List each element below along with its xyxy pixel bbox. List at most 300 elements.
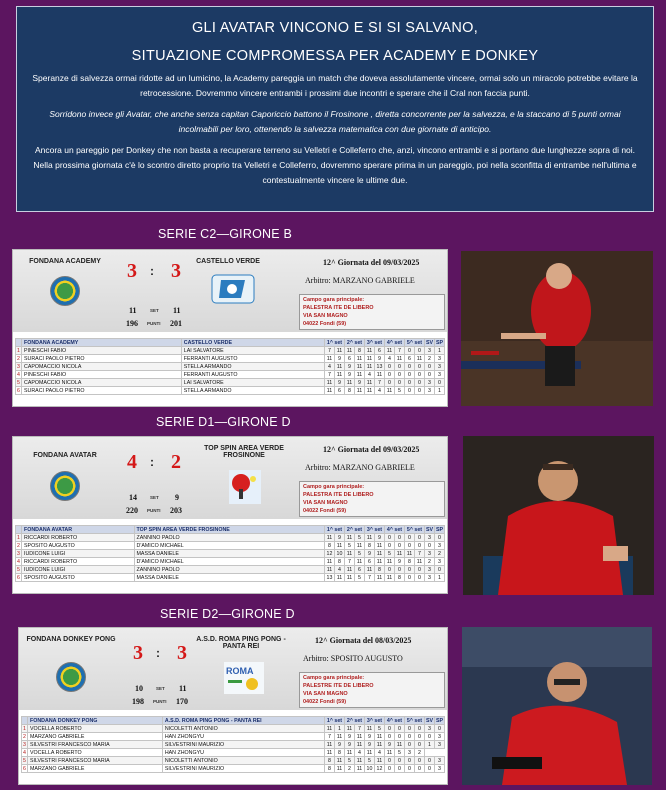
table-cell: 0 <box>405 347 415 355</box>
table-cell: 5 <box>355 550 365 558</box>
table-cell: 6 <box>375 347 385 355</box>
table-cell: MASSA DANIELE <box>134 574 324 582</box>
table-cell: 6 <box>335 387 345 395</box>
table-cell: 11 <box>355 741 365 749</box>
table-cell: 11 <box>335 363 345 371</box>
home-points: 196 <box>126 319 138 328</box>
table-cell: 11 <box>325 566 335 574</box>
table-cell: 0 <box>425 542 435 550</box>
table-cell: 6 <box>23 765 26 772</box>
home-team-logo <box>50 471 80 501</box>
table-cell: 0 <box>385 765 395 773</box>
referee: Arbitro: SPOSITO AUGUSTO <box>303 654 403 663</box>
venue-box <box>299 294 445 330</box>
table-cell: 5 <box>355 534 365 542</box>
table-header-cell: FONDANA ACADEMY <box>22 339 182 347</box>
home-team-logo <box>56 662 86 692</box>
table-cell: 9 <box>345 371 355 379</box>
set-label: SET <box>156 686 165 691</box>
table-cell: 11 <box>365 379 375 387</box>
table-cell: STELLA ARMANDO <box>181 363 324 371</box>
player-photo-c2 <box>461 251 653 406</box>
table-cell: 1 <box>435 347 445 355</box>
table-cell: SPOSITO AUGUSTO <box>22 542 135 550</box>
headline-line-1: GLI AVATAR VINCONO E SI SI SALVANO, <box>191 20 479 36</box>
results-table <box>15 338 445 395</box>
table-row <box>16 534 445 542</box>
points-label: PUNTI <box>147 508 161 513</box>
match-card-d1 <box>12 436 448 594</box>
venue-street: VIA SAN MAGNO <box>303 500 348 506</box>
table-row <box>16 371 445 379</box>
score-separator: : <box>156 646 160 660</box>
table-cell: 11 <box>365 749 375 757</box>
venue-box <box>299 672 445 708</box>
table-header-cell: 4^ set <box>385 717 405 725</box>
table-cell: 7 <box>345 558 355 566</box>
table-cell: 11 <box>325 387 335 395</box>
table-cell: 3 <box>425 550 435 558</box>
table-cell: 11 <box>405 550 415 558</box>
table-cell: 8 <box>395 574 405 582</box>
table-cell: SURACI PAOLO PIETRO <box>22 387 182 395</box>
table-cell: MARZANO GABRIELE <box>28 733 163 741</box>
table-row <box>22 749 445 757</box>
venue-label: Campo gara principale: <box>303 484 365 490</box>
table-cell: 0 <box>415 574 425 582</box>
table-cell: 8 <box>335 749 345 757</box>
table-cell: 0 <box>385 542 395 550</box>
table-cell: 0 <box>415 566 425 574</box>
table-cell: VOCELLA ROBERTO <box>28 725 163 733</box>
set-label: SET <box>150 495 159 500</box>
venue-city: 04022 Fondi (59) <box>303 508 347 514</box>
table-header-cell: 2^ set <box>345 526 365 534</box>
table-header-cell: FONDANA AVATAR <box>22 526 135 534</box>
table-cell: 0 <box>395 534 405 542</box>
table-cell: 0 <box>425 765 435 773</box>
table-cell: 12 <box>325 550 335 558</box>
table-cell: 3 <box>435 371 445 379</box>
serie-title-d1: SERIE D1—GIRONE D <box>156 415 291 429</box>
table-cell: 11 <box>415 558 425 566</box>
table-cell: 12 <box>375 765 385 773</box>
table-cell: 11 <box>345 725 355 733</box>
table-row <box>22 741 445 749</box>
table-cell: 10 <box>365 765 375 773</box>
table-cell: IUDICONE LUIGI <box>22 550 135 558</box>
table-cell: 0 <box>425 757 435 765</box>
table-cell: 11 <box>355 387 365 395</box>
table-cell: 11 <box>335 765 345 773</box>
set-label: SET <box>150 308 159 313</box>
round-date: 12^ Giornata del 08/03/2025 <box>315 636 412 645</box>
table-cell: 0 <box>395 733 405 741</box>
table-cell: 3 <box>435 733 445 741</box>
headline-line-2: SITUAZIONE COMPROMESSA PER ACADEMY E DONKEY <box>131 48 539 64</box>
table-cell: 0 <box>435 566 445 574</box>
table-cell: 0 <box>415 387 425 395</box>
away-score: 3 <box>177 642 187 664</box>
table-cell: 9 <box>335 355 345 363</box>
table-cell: 9 <box>385 741 395 749</box>
table-cell: 10 <box>335 550 345 558</box>
table-cell: 0 <box>385 733 395 741</box>
table-cell: 11 <box>325 558 335 566</box>
table-cell: 11 <box>385 387 395 395</box>
table-cell: STELLA ARMANDO <box>181 387 324 395</box>
table-row <box>16 558 445 566</box>
table-cell: 11 <box>325 534 335 542</box>
venue-label: Campo gara principale: <box>303 297 365 303</box>
away-score: 2 <box>171 451 181 473</box>
table-cell: 0 <box>425 371 435 379</box>
table-cell: 0 <box>405 741 415 749</box>
table-cell: 11 <box>355 765 365 773</box>
table-cell: 8 <box>405 558 415 566</box>
table-cell: 3 <box>435 363 445 371</box>
table-cell: 0 <box>385 566 395 574</box>
table-cell: 11 <box>365 534 375 542</box>
table-cell: 11 <box>355 558 365 566</box>
table-cell: 0 <box>405 542 415 550</box>
table-cell: 5 <box>395 749 405 757</box>
table-cell: 3 <box>435 741 445 749</box>
table-cell: 5 <box>17 566 20 573</box>
table-cell: 0 <box>425 363 435 371</box>
table-cell: 0 <box>405 757 415 765</box>
table-cell: 3 <box>435 355 445 363</box>
table-cell: 2 <box>345 765 355 773</box>
table-cell: 0 <box>405 371 415 379</box>
table-cell: 7 <box>395 347 405 355</box>
table-cell: 0 <box>385 371 395 379</box>
table-cell: 0 <box>385 757 395 765</box>
table-cell: 0 <box>385 379 395 387</box>
table-cell: 9 <box>365 741 375 749</box>
table-cell: 0 <box>395 725 405 733</box>
table-cell: MARZANO GABRIELE <box>28 765 163 773</box>
table-cell: 0 <box>385 725 395 733</box>
points-label: PUNTI <box>147 321 161 326</box>
table-cell: 0 <box>415 741 425 749</box>
table-cell: 1 <box>17 347 20 354</box>
table-cell: 3 <box>425 347 435 355</box>
away-team-name: CASTELLO VERDE <box>196 258 260 265</box>
table-cell: 11 <box>325 355 335 363</box>
table-cell: 0 <box>425 733 435 741</box>
table-cell: 9 <box>335 379 345 387</box>
table-cell: 11 <box>345 749 355 757</box>
table-header-cell: 2^ set <box>345 339 365 347</box>
table-cell: 0 <box>395 566 405 574</box>
away-team-logo <box>222 660 266 690</box>
table-row <box>22 757 445 765</box>
table-cell: 0 <box>415 757 425 765</box>
table-header-cell: 1^ set <box>325 339 345 347</box>
table-cell: 0 <box>435 379 445 387</box>
table-cell: 1 <box>335 725 345 733</box>
table-cell: 11 <box>375 542 385 550</box>
match-card-d2 <box>18 627 448 785</box>
table-cell: 3 <box>425 566 435 574</box>
table-cell: 7 <box>365 574 375 582</box>
table-cell: 0 <box>435 534 445 542</box>
table-row <box>16 355 445 363</box>
table-cell: 0 <box>395 371 405 379</box>
table-cell: 4 <box>23 749 26 756</box>
table-cell: 0 <box>415 347 425 355</box>
table-cell: 11 <box>325 725 335 733</box>
table-cell: 6 <box>355 566 365 574</box>
table-cell: D'AMICO MICHAEL <box>134 558 324 566</box>
table-header-cell: TOP SPIN AREA VERDE FROSINONE <box>134 526 324 534</box>
table-cell: 0 <box>415 733 425 741</box>
table-cell: CAPOMACCIO NICOLA <box>22 379 182 387</box>
table-cell: 0 <box>415 765 425 773</box>
table-cell: 11 <box>375 733 385 741</box>
table-cell: 1 <box>17 534 20 541</box>
table-header-cell: SP <box>435 717 444 724</box>
table-cell: SILVESTRI FRANCESCO MARIA <box>28 741 163 749</box>
table-cell: 11 <box>375 558 385 566</box>
table-cell: 11 <box>345 347 355 355</box>
table-cell: 1 <box>435 387 445 395</box>
table-cell: 2 <box>23 733 26 740</box>
table-cell: 9 <box>335 741 345 749</box>
table-row <box>16 542 445 550</box>
table-cell: 8 <box>375 566 385 574</box>
venue-name: PALESTRA ITE DE LIBERO <box>303 305 374 311</box>
venue-name: PALESTRA ITE DE LIBERO <box>303 492 374 498</box>
table-cell: 0 <box>405 387 415 395</box>
away-team-name: TOP SPIN AREA VERDE FROSINONE <box>204 445 284 459</box>
table-header-cell: 4^ set <box>385 526 405 534</box>
table-cell: 11 <box>335 757 345 765</box>
table-cell: 8 <box>325 765 335 773</box>
table-cell: 2 <box>415 749 425 757</box>
table-cell: LAI SALVATORE <box>181 379 324 387</box>
table-cell: 4 <box>325 363 335 371</box>
away-sets: 11 <box>179 684 187 693</box>
table-cell: 5 <box>395 387 405 395</box>
table-cell: 9 <box>345 363 355 371</box>
results-table <box>15 525 445 582</box>
table-cell: CAPOMACCIO NICOLA <box>22 363 182 371</box>
table-cell: 6 <box>345 355 355 363</box>
table-cell: 11 <box>345 534 355 542</box>
article-header <box>16 6 654 212</box>
table-cell: 3 <box>435 757 445 765</box>
table-cell: 11 <box>335 542 345 550</box>
table-cell: SILVESTRINI MAURIZIO <box>162 741 324 749</box>
table-cell: 8 <box>365 542 375 550</box>
table-cell: FERRANTI AUGUSTO <box>181 371 324 379</box>
table-row <box>22 725 445 733</box>
table-cell: LAI SALVATORE <box>181 347 324 355</box>
table-cell: 0 <box>405 765 415 773</box>
table-cell: 11 <box>325 379 335 387</box>
table-cell: 8 <box>355 347 365 355</box>
table-cell: 7 <box>325 371 335 379</box>
table-cell: SILVESTRI FRANCESCO MARIA <box>28 757 163 765</box>
table-cell: 11 <box>335 347 345 355</box>
table-cell: 9 <box>335 534 345 542</box>
paragraph-academy: Speranze di salvezza ormai ridotte ad un lumicino, la Academy pareggia un match che doveva assolutamente vincere, ormai solo un miracolo potrebbe evitare la retrocessione. Dovremmo vincere entrambi i prossimi due incontri e sperare che il Cral non faccia punti. <box>32 73 638 98</box>
table-cell: 0 <box>395 765 405 773</box>
venue-city: 04022 Fondi (59) <box>303 321 347 327</box>
table-cell: 5 <box>355 574 365 582</box>
home-points: 198 <box>132 697 144 706</box>
table-cell: 0 <box>405 733 415 741</box>
table-cell: 11 <box>335 574 345 582</box>
table-cell: 9 <box>355 379 365 387</box>
venue-label: Campo gara principale: <box>303 675 365 681</box>
away-team-logo <box>223 469 267 499</box>
table-header-cell: 1^ set <box>325 717 345 725</box>
table-cell: 11 <box>395 355 405 363</box>
table-cell: 0 <box>405 574 415 582</box>
venue-name: PALESTRE ITE DE LIBERO <box>303 683 374 689</box>
table-row <box>22 733 445 741</box>
venue-street: VIA SAN MAGNO <box>303 691 348 697</box>
score-separator: : <box>150 455 154 469</box>
table-header-cell: 1^ set <box>325 526 345 534</box>
table-cell: 11 <box>415 355 425 363</box>
table-cell: 0 <box>415 534 425 542</box>
table-header-cell: 5^ set <box>405 717 425 725</box>
table-cell: 2 <box>425 355 435 363</box>
paragraph-donkey: Ancora un pareggio per Donkey che non basta a recuperare terreno su Velletri e Colleferro che, anzi, vincono entrambi e si portano due lunghezze sopra di noi. Nella prossima giornata c'è lo scontro diretto proprio tra Velletri e Colleferro, dovremmo sperare prima in un pareggio, poi nella sconfitta di entrambe nell'ultima e contestualmente vincere le ultime due. <box>33 145 637 185</box>
venue-street: VIA SAN MAGNO <box>303 313 348 319</box>
table-cell: 0 <box>415 725 425 733</box>
table-cell: 3 <box>425 534 435 542</box>
table-cell: 11 <box>395 741 405 749</box>
table-cell: 0 <box>385 363 395 371</box>
table-cell: 4 <box>375 749 385 757</box>
results-table <box>21 716 445 773</box>
away-points: 203 <box>170 506 182 515</box>
table-cell: 0 <box>405 534 415 542</box>
table-cell: 2 <box>17 355 20 362</box>
svg-text:ROMA: ROMA <box>226 666 254 676</box>
table-cell: 0 <box>405 566 415 574</box>
table-cell: D'AMICO MICHAEL <box>134 542 324 550</box>
table-cell: 3 <box>435 765 445 773</box>
table-cell: 3 <box>435 558 445 566</box>
table-cell: SURACI PAOLO PIETRO <box>22 355 182 363</box>
table-cell: 13 <box>325 574 335 582</box>
table-cell: 0 <box>395 542 405 550</box>
table-row <box>22 765 445 773</box>
table-cell: 11 <box>355 363 365 371</box>
table-cell: 11 <box>325 749 335 757</box>
table-cell: 4 <box>17 558 20 565</box>
home-score: 3 <box>127 260 137 282</box>
table-cell: 11 <box>365 725 375 733</box>
table-header-cell: 2^ set <box>345 717 365 725</box>
table-cell: 11 <box>375 371 385 379</box>
paragraph-avatar: Sorridono invece gli Avatar, che anche senza capitan Caporiccio battono il Frosinone , diretta concorrente per la salvezza, e la staccano di 5 punti ormai incolmabili per loro, ottenendo la salvezza matematica con due giornate di anticipo. <box>49 109 621 134</box>
table-cell: ZANNINO PAOLO <box>134 566 324 574</box>
table-cell: 0 <box>435 725 445 733</box>
table-cell: 8 <box>325 542 335 550</box>
table-cell: 9 <box>345 741 355 749</box>
table-cell: 7 <box>325 347 335 355</box>
table-cell: 7 <box>375 379 385 387</box>
player-photo-d1 <box>463 436 654 595</box>
table-cell: 5 <box>23 757 26 764</box>
points-label: PUNTI <box>153 699 167 704</box>
serie-title-d2: SERIE D2—GIRONE D <box>160 607 295 621</box>
table-cell: 9 <box>365 550 375 558</box>
venue-city: 04022 Fondi (59) <box>303 699 347 705</box>
table-cell: NICOLETTI ANTONIO <box>162 757 324 765</box>
player-photo-d2 <box>462 627 652 785</box>
table-cell: 5 <box>17 379 20 386</box>
table-cell: 11 <box>365 387 375 395</box>
table-cell: IUDICONE LUIGI <box>22 566 135 574</box>
table-cell: 0 <box>395 379 405 387</box>
table-cell: 6 <box>17 387 20 394</box>
table-row <box>16 387 445 395</box>
table-cell: 11 <box>385 574 395 582</box>
serie-title-c2: SERIE C2—GIRONE B <box>158 227 292 241</box>
table-cell: 0 <box>405 363 415 371</box>
table-cell: 8 <box>345 387 355 395</box>
table-cell: RICCARDI ROBERTO <box>22 558 135 566</box>
table-cell: 4 <box>385 355 395 363</box>
table-header-cell: SV <box>425 339 434 346</box>
table-cell: 0 <box>385 534 395 542</box>
table-cell: 3 <box>23 741 26 748</box>
table-cell: 4 <box>355 749 365 757</box>
table-header-cell: SP <box>435 526 444 533</box>
table-cell: SPOSITO AUGUSTO <box>22 574 135 582</box>
home-team-name: FONDANA ACADEMY <box>29 258 101 265</box>
table-cell: 11 <box>345 550 355 558</box>
table-header-cell: 4^ set <box>385 339 405 347</box>
table-cell: 3 <box>425 574 435 582</box>
table-cell: 11 <box>375 741 385 749</box>
table-cell: ZANNINO PAOLO <box>134 534 324 542</box>
round-date: 12^ Giornata del 09/03/2025 <box>323 258 420 267</box>
home-team-name: FONDANA DONKEY PONG <box>26 636 116 643</box>
round-date: 12^ Giornata del 09/03/2025 <box>323 445 420 454</box>
table-header-cell: CASTELLO VERDE <box>181 339 324 347</box>
table-cell: 11 <box>395 550 405 558</box>
table-cell: 0 <box>415 542 425 550</box>
table-cell: HAN ZHONGYU <box>162 749 324 757</box>
table-cell: 0 <box>405 725 415 733</box>
table-cell: 4 <box>17 371 20 378</box>
table-cell: 4 <box>335 566 345 574</box>
table-cell: 9 <box>345 733 355 741</box>
table-cell: 3 <box>425 387 435 395</box>
table-cell: 11 <box>385 558 395 566</box>
table-cell: 7 <box>355 725 365 733</box>
table-cell: 11 <box>355 757 365 765</box>
table-cell: 9 <box>375 534 385 542</box>
table-cell: 5 <box>375 725 385 733</box>
table-cell: 11 <box>355 371 365 379</box>
table-cell: 9 <box>365 733 375 741</box>
away-points: 170 <box>176 697 188 706</box>
home-score: 3 <box>133 642 143 664</box>
table-cell: 11 <box>375 550 385 558</box>
table-row <box>16 379 445 387</box>
table-cell: 2 <box>425 558 435 566</box>
